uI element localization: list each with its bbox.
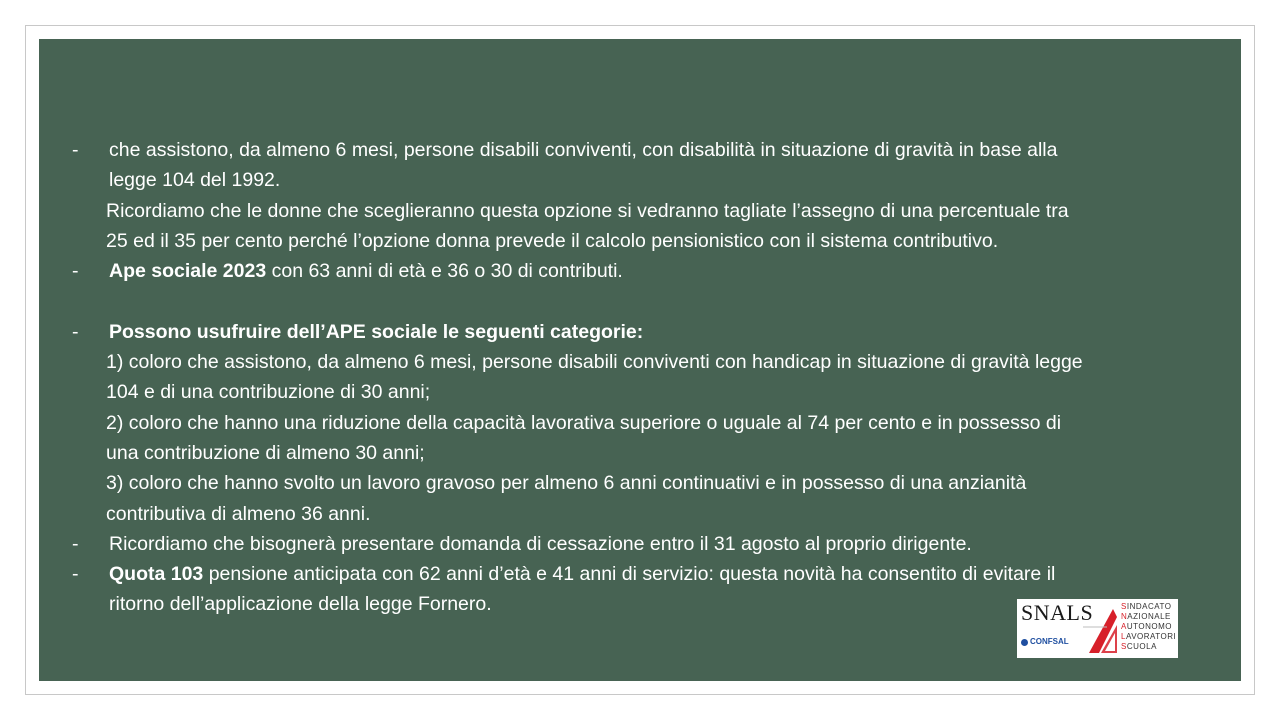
bullet-text <box>109 135 1211 196</box>
logo-wordmark <box>1121 602 1176 652</box>
category-1 <box>106 347 1211 408</box>
bullet-dash: - <box>72 139 79 161</box>
text-line: 2) coloro che hanno una riduzione della capacità lavorativa superiore o uguale al 74 per cento e in possesso di <box>106 411 1062 434</box>
bullet-item <box>39 135 1241 196</box>
logo-sub-brand: CONFSAL <box>1030 637 1069 646</box>
bold-label: Quota 103 <box>109 563 204 586</box>
bullet-dash: - <box>72 532 79 555</box>
snals-logo <box>1017 599 1178 658</box>
bullet-dash: - <box>72 320 79 343</box>
bold-label: Ape sociale 2023 <box>109 260 267 283</box>
text-line: 3) coloro che hanno svolto un lavoro gravoso per almeno 6 anni continuativi e in possesso di una anzianità <box>106 472 1027 495</box>
slide <box>39 39 1241 681</box>
category-2 <box>106 408 1211 469</box>
slide-content <box>39 135 1241 620</box>
bullet-text <box>109 317 1211 347</box>
text-line: contributiva di almeno 36 anni. <box>106 502 371 525</box>
bullet-dash: - <box>72 563 79 586</box>
blank-line <box>39 286 1241 316</box>
logo-word: SINDACATO <box>1121 602 1172 611</box>
bullet-item <box>39 256 1241 286</box>
text-line: 104 e di una contribuzione di 30 anni; <box>106 381 431 404</box>
bullet-dash: - <box>72 260 79 283</box>
text-run: con 63 anni di età e 36 o 30 di contributi. <box>266 260 623 283</box>
bullet-text <box>109 256 1211 286</box>
text-line <box>109 559 1211 589</box>
logo-mark-icon <box>1083 603 1119 655</box>
category-3 <box>106 468 1211 529</box>
text-line: che assistono, da almeno 6 mesi, persone disabili conviventi, con disabilità in situazione di gravità in base alla <box>109 139 1058 161</box>
logo-word: AUTONOMO <box>1121 622 1172 631</box>
bold-label: Possono usufruire dell’APE sociale le seguenti categorie: <box>109 320 644 343</box>
paragraph-opzione-donna <box>106 196 1211 257</box>
bullet-text: Ricordiamo che bisognerà presentare domanda di cessazione entro il 31 agosto al proprio dirigente. <box>109 532 972 555</box>
text-line: legge 104 del 1992. <box>109 169 281 192</box>
text-line: Ricordiamo che le donne che sceglieranno questa opzione si vedranno tagliate l’assegno di una percentuale tra <box>106 199 1069 222</box>
text-run: pensione anticipata con 62 anni d’età e 41 anni di servizio: questa novità ha consentito di evitare il <box>203 563 1056 586</box>
text-line: una contribuzione di almeno 30 anni; <box>106 441 425 464</box>
bullet-item <box>39 317 1241 347</box>
logo-brand: SNALS <box>1021 600 1094 625</box>
bullet-item <box>39 529 1241 559</box>
logo-word: NAZIONALE <box>1121 612 1171 621</box>
logo-word: LAVORATORI <box>1121 632 1177 641</box>
text-line: 1) coloro che assistono, da almeno 6 mesi, persone disabili conviventi con handicap in situazione di gravità legge <box>106 351 1083 374</box>
confsal-globe-icon <box>1021 639 1028 646</box>
logo-word: SCUOLA <box>1121 642 1157 651</box>
text-line: 25 ed il 35 per cento perché l’opzione donna prevede il calcolo pensionistico con il sistema contributivo. <box>106 229 999 252</box>
text-line: ritorno dell’applicazione della legge Fornero. <box>109 593 492 616</box>
